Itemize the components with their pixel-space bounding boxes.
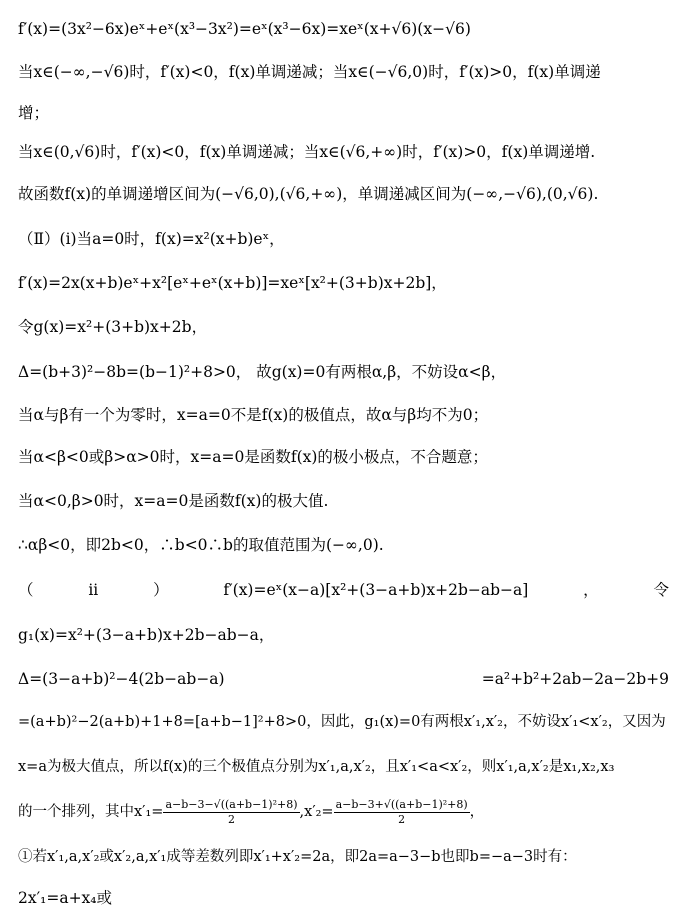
extreme-points-line: x=a为极大值点，所以f(x)的三个极值点分别为x′₁,a,x′₂，且x′₁<a<x′₂，则x′₁,a,x′₂是x₁,x₂,x₃ (18, 759, 615, 775)
arithmetic-case-1: ①若x′₁,a,x′₂或x′₂,a,x′₁成等差数列即x′₁+x′₂=2a，即2a=a−3−b也即b=−a−3时有： (18, 849, 577, 865)
x2-numerator: a−b−3+√((a+b−1)²+8) (335, 797, 468, 811)
permutation-suffix: ， (469, 804, 485, 820)
g-definition: 令g(x)=x²+(3+b)x+2b， (18, 318, 208, 336)
permutation-mid: ,x′₂= (299, 804, 334, 820)
part-label-ii: ii (88, 581, 99, 599)
discriminant-line: Δ=(b+3)²−8b=(b−1)²+8>0， 故g(x)=0有两根α,β，不妨设α<β， (18, 363, 507, 381)
monotonic-line-2: 当x∈(0,√6)时，f′(x)<0，f(x)单调递减；当x∈(√6,+∞)时，f′(x)>0，f(x)单调递增. (18, 143, 596, 161)
monotonic-line-1-cont: 增； (18, 104, 50, 122)
discriminant-right: =a²+b²+2ab−2a−2b+9 (481, 670, 669, 688)
ling-word: 令 (653, 581, 669, 599)
derivative-formula-ii: f′(x)=eˣ(x−a)[x²+(3−a+b)x+2b−ab−a] (223, 581, 529, 599)
x2-fraction (334, 798, 470, 827)
paren-open: （ (18, 581, 34, 599)
part-ii-i-intro: （Ⅱ）(ⅰ)当a=0时，f(x)=x²(x+b)eˣ， (18, 230, 285, 248)
part-ii-ii-derivative (18, 579, 669, 601)
discriminant-ii (18, 668, 669, 690)
paren-close: ） (153, 581, 169, 599)
monotonic-line-1: 当x∈(−∞,−√6)时，f′(x)<0，f(x)单调递减；当x∈(−√6,0)时，f′(x)>0，f(x)单调递 (18, 63, 601, 81)
x1-numerator: a−b−3−√((a+b−1)²+8) (165, 797, 298, 811)
derivative-case-a0: f′(x)=2x(x+b)eˣ+x²[eˣ+eˣ(x+b)]=xeˣ[x²+(3+b)x+2b]， (18, 274, 447, 292)
case-same-sign: 当α<β<0或β>α>0时，x=a=0是函数f(x)的极小极点，不合题意； (18, 448, 488, 466)
case-zero-root: 当α与β有一个为零时，x=a=0不是f(x)的极值点，故α与β均不为0； (18, 406, 489, 424)
x1-fraction (163, 798, 299, 827)
final-line: 2x′₁=a+x₄或 (18, 889, 113, 907)
x2-denominator: 2 (398, 812, 406, 826)
discriminant-left: Δ=(3−a+b)²−4(2b−ab−a) (18, 670, 225, 688)
b-range-conclusion: ∴αβ<0，即2b<0，∴b<0∴b的取值范围为(−∞,0). (18, 536, 384, 554)
g1-definition: g₁(x)=x²+(3−a+b)x+2b−ab−a， (18, 626, 275, 644)
comma: ， (583, 581, 599, 599)
permutation-prefix: 的一个排列，其中x′₁= (18, 804, 164, 820)
interval-conclusion: 故函数f(x)的单调递增区间为(−√6,0),(√6,+∞)，单调递减区间为(−∞,−√6),(0,√6). (18, 185, 599, 203)
permutation-line (18, 794, 669, 830)
discriminant-continuation: =(a+b)²−2(a+b)+1+8=[a+b−1]²+8>0，因此，g₁(x)=0有两根x′₁,x′₂，不妨设x′₁<x′₂，又因为 (18, 714, 666, 730)
derivative-line: f′(x)=(3x²−6x)eˣ+eˣ(x³−3x²)=eˣ(x³−6x)=xeˣ(x+√6)(x−√6) (18, 20, 471, 38)
case-opposite-sign: 当α<0,β>0时，x=a=0是函数f(x)的极大值. (18, 492, 329, 510)
x1-denominator: 2 (227, 812, 235, 826)
